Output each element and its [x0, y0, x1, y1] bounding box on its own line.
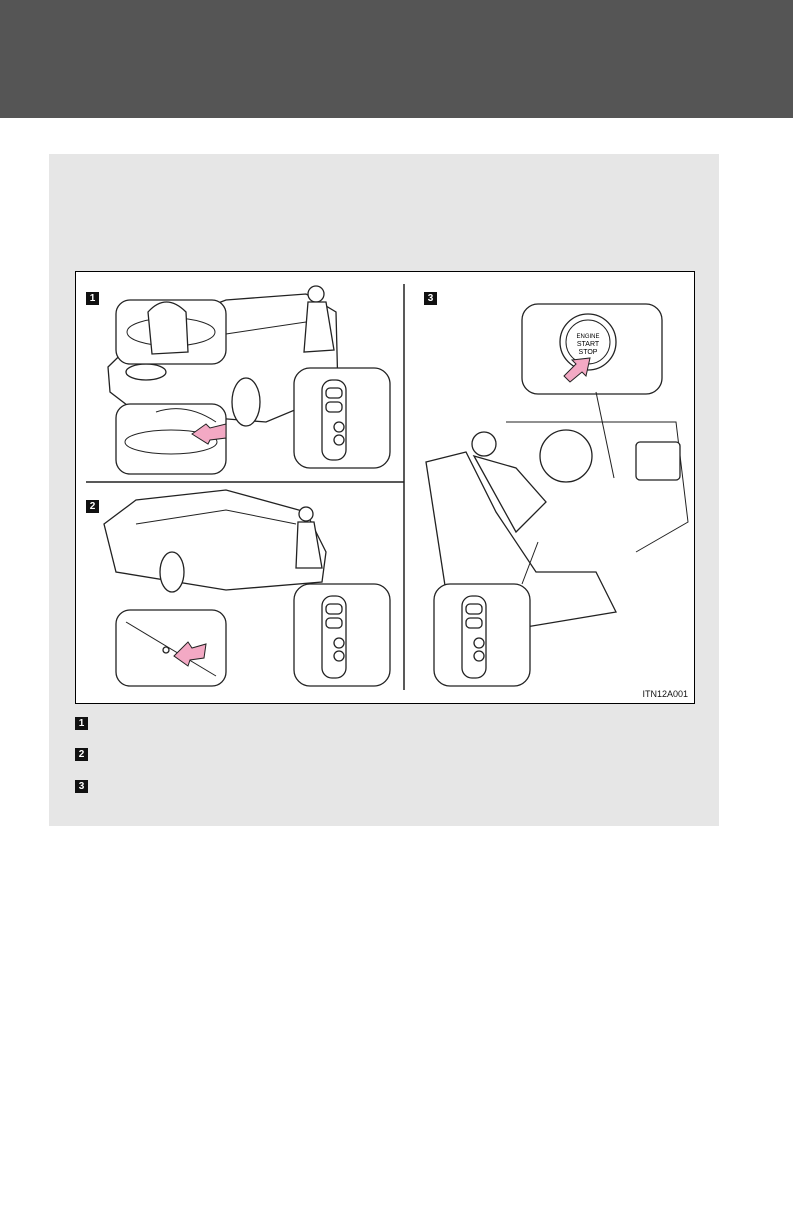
image-code: ITN12A001	[642, 689, 688, 699]
push-button-line-3: STOP	[578, 349, 598, 356]
header-bar	[0, 0, 793, 118]
smart-key-icon	[434, 584, 530, 686]
legend-number-2: 2	[75, 748, 88, 761]
smart-key-icon	[294, 368, 390, 468]
smart-key-icon	[294, 584, 390, 686]
legend-number-3: 3	[75, 780, 88, 793]
step-label-1: 1	[86, 292, 99, 305]
push-button-icon	[522, 304, 662, 394]
legend-number-1: 1	[75, 717, 88, 730]
illustration-figure	[75, 271, 695, 704]
illustration-drawing	[76, 272, 694, 703]
car-icon	[104, 490, 326, 592]
hand-icon	[116, 300, 226, 364]
push-button-line-2: START	[576, 341, 600, 348]
trunk-button-icon	[116, 610, 226, 686]
step-label-2: 2	[86, 500, 99, 513]
push-button-line-1: ENGINE	[576, 334, 600, 340]
step-label-3: 3	[424, 292, 437, 305]
